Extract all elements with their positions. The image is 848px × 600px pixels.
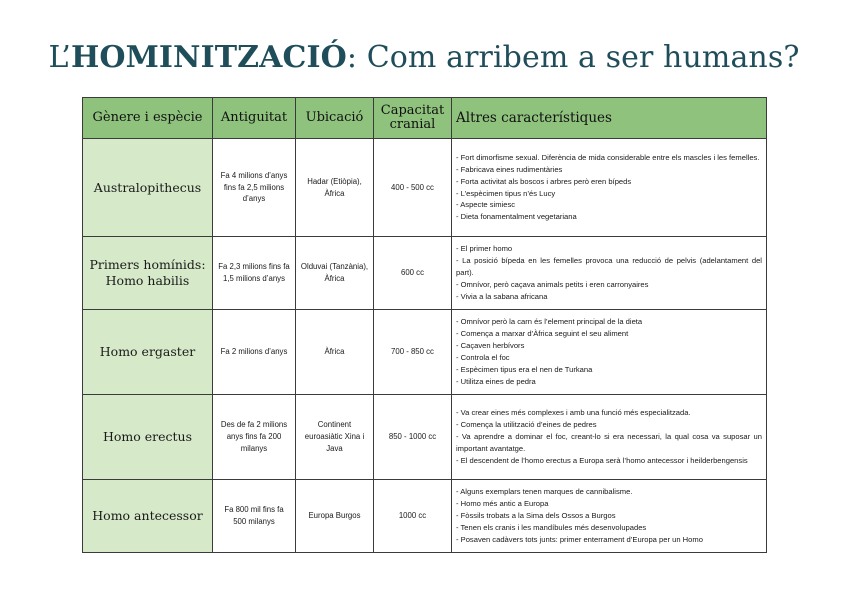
- feature-item: - Comença la utilització d’eines de pedres: [456, 420, 597, 430]
- feature-item: - Alguns exemplars tenen marques de cannibalisme.: [456, 487, 633, 497]
- location-cell: Hadar (Etiòpia), Àfrica: [296, 139, 374, 237]
- page-title: [0, 40, 848, 75]
- location-cell: Europa Burgos: [296, 480, 374, 553]
- age-cell: Fa 800 mil fins fa 500 milanys: [213, 480, 296, 553]
- table-header-row: [83, 98, 767, 139]
- feature-item: - L’espècimen tipus n’és Lucy: [456, 188, 556, 198]
- age-cell: Des de fa 2 milions anys fins fa 200 milanys: [213, 395, 296, 480]
- features-cell: [452, 310, 767, 395]
- feature-item: - La posició bípeda en les femelles provoca una reducció de pelvis (adelantament del part).: [456, 256, 762, 277]
- genus-cell: Primers homínids: Homo habilis: [83, 237, 213, 310]
- feature-item: - Fòssils trobats a la Sima dels Ossos a Burgos: [456, 511, 616, 520]
- capacity-cell: 1000 cc: [374, 480, 452, 553]
- features-cell: [452, 480, 767, 553]
- genus-cell: Homo erectus: [83, 395, 213, 480]
- feature-item: - Tenen els cranis i les mandíbules més desenvolupades: [456, 522, 647, 532]
- table-row: [83, 237, 767, 310]
- feature-item: - Omnívor, però caçava animals petits i eren carronyaires: [456, 279, 649, 289]
- genus-cell: Homo antecessor: [83, 480, 213, 553]
- location-cell: Olduvai (Tanzània), Àfrica: [296, 237, 374, 310]
- feature-item: - Vivia a la sabana africana: [456, 291, 548, 301]
- title-prefix: L’: [48, 40, 71, 75]
- genus-cell: Australopithecus: [83, 139, 213, 237]
- header-genus: Gènere i espècie: [83, 98, 213, 139]
- feature-item: - Aspecte simiesc: [456, 200, 516, 210]
- table-row: [83, 310, 767, 395]
- table-row: [83, 139, 767, 237]
- features-cell: [452, 237, 767, 310]
- feature-item: - Forta activitat als boscos i arbres però eren bípeds: [456, 176, 632, 186]
- genus-cell: Homo ergaster: [83, 310, 213, 395]
- feature-item: - Dieta fonamentalment vegetariana: [456, 212, 577, 222]
- table-row: [83, 395, 767, 480]
- features-cell: [452, 139, 767, 237]
- feature-item: - Controla el foc: [456, 353, 510, 362]
- header-location: Ubicació: [296, 98, 374, 139]
- table-row: [83, 480, 767, 553]
- capacity-cell: 400 - 500 cc: [374, 139, 452, 237]
- feature-item: - Espècimen tipus era el nen de Turkana: [456, 364, 593, 374]
- feature-item: - Fort dimorfisme sexual. Diferència de mida considerable entre els mascles i les femelles.: [456, 152, 760, 162]
- feature-item: - Comença a marxar d’Àfrica seguint el seu aliment: [456, 329, 629, 339]
- age-cell: Fa 2,3 milions fins fa 1,5 milions d’anys: [213, 237, 296, 310]
- capacity-cell: 600 cc: [374, 237, 452, 310]
- feature-item: - Va aprendre a dominar el foc, creant-lo si era necessari, la qual cosa va suposar un important avantatge.: [456, 432, 762, 453]
- feature-item: - Fabricava eines rudimentàries: [456, 164, 563, 174]
- header-features: Altres característiques: [452, 98, 767, 139]
- age-cell: Fa 2 milions d’anys: [213, 310, 296, 395]
- feature-item: - El descendent de l’homo erectus a Europa serà l’homo antecessor i heilderbengensis: [456, 455, 748, 465]
- location-cell: Continent euroasiàtic Xina i Java: [296, 395, 374, 480]
- age-cell: Fa 4 milions d’anys fins fa 2,5 milions d’anys: [213, 139, 296, 237]
- feature-item: - El primer homo: [456, 244, 513, 254]
- location-cell: Àfrica: [296, 310, 374, 395]
- feature-item: - Posaven cadàvers tots junts: primer enterrament d’Europa per un Homo: [456, 534, 703, 544]
- hominization-table: [82, 97, 767, 553]
- feature-item: - Omnívor però la carn és l’element principal de la dieta: [456, 317, 643, 327]
- header-age: Antiguitat: [213, 98, 296, 139]
- title-bold: HOMINITZACIÓ: [70, 40, 347, 75]
- feature-item: - Va crear eines més complexes i amb una funció més especialitzada.: [456, 408, 691, 418]
- header-capacity: Capacitat cranial: [374, 98, 452, 139]
- capacity-cell: 850 - 1000 cc: [374, 395, 452, 480]
- feature-item: - Utilitza eines de pedra: [456, 376, 536, 386]
- feature-item: - Homo més antic a Europa: [456, 499, 549, 509]
- features-cell: [452, 395, 767, 480]
- title-rest: : Com arribem a ser humans?: [346, 40, 800, 75]
- feature-item: - Caçaven herbívors: [456, 341, 525, 351]
- capacity-cell: 700 - 850 cc: [374, 310, 452, 395]
